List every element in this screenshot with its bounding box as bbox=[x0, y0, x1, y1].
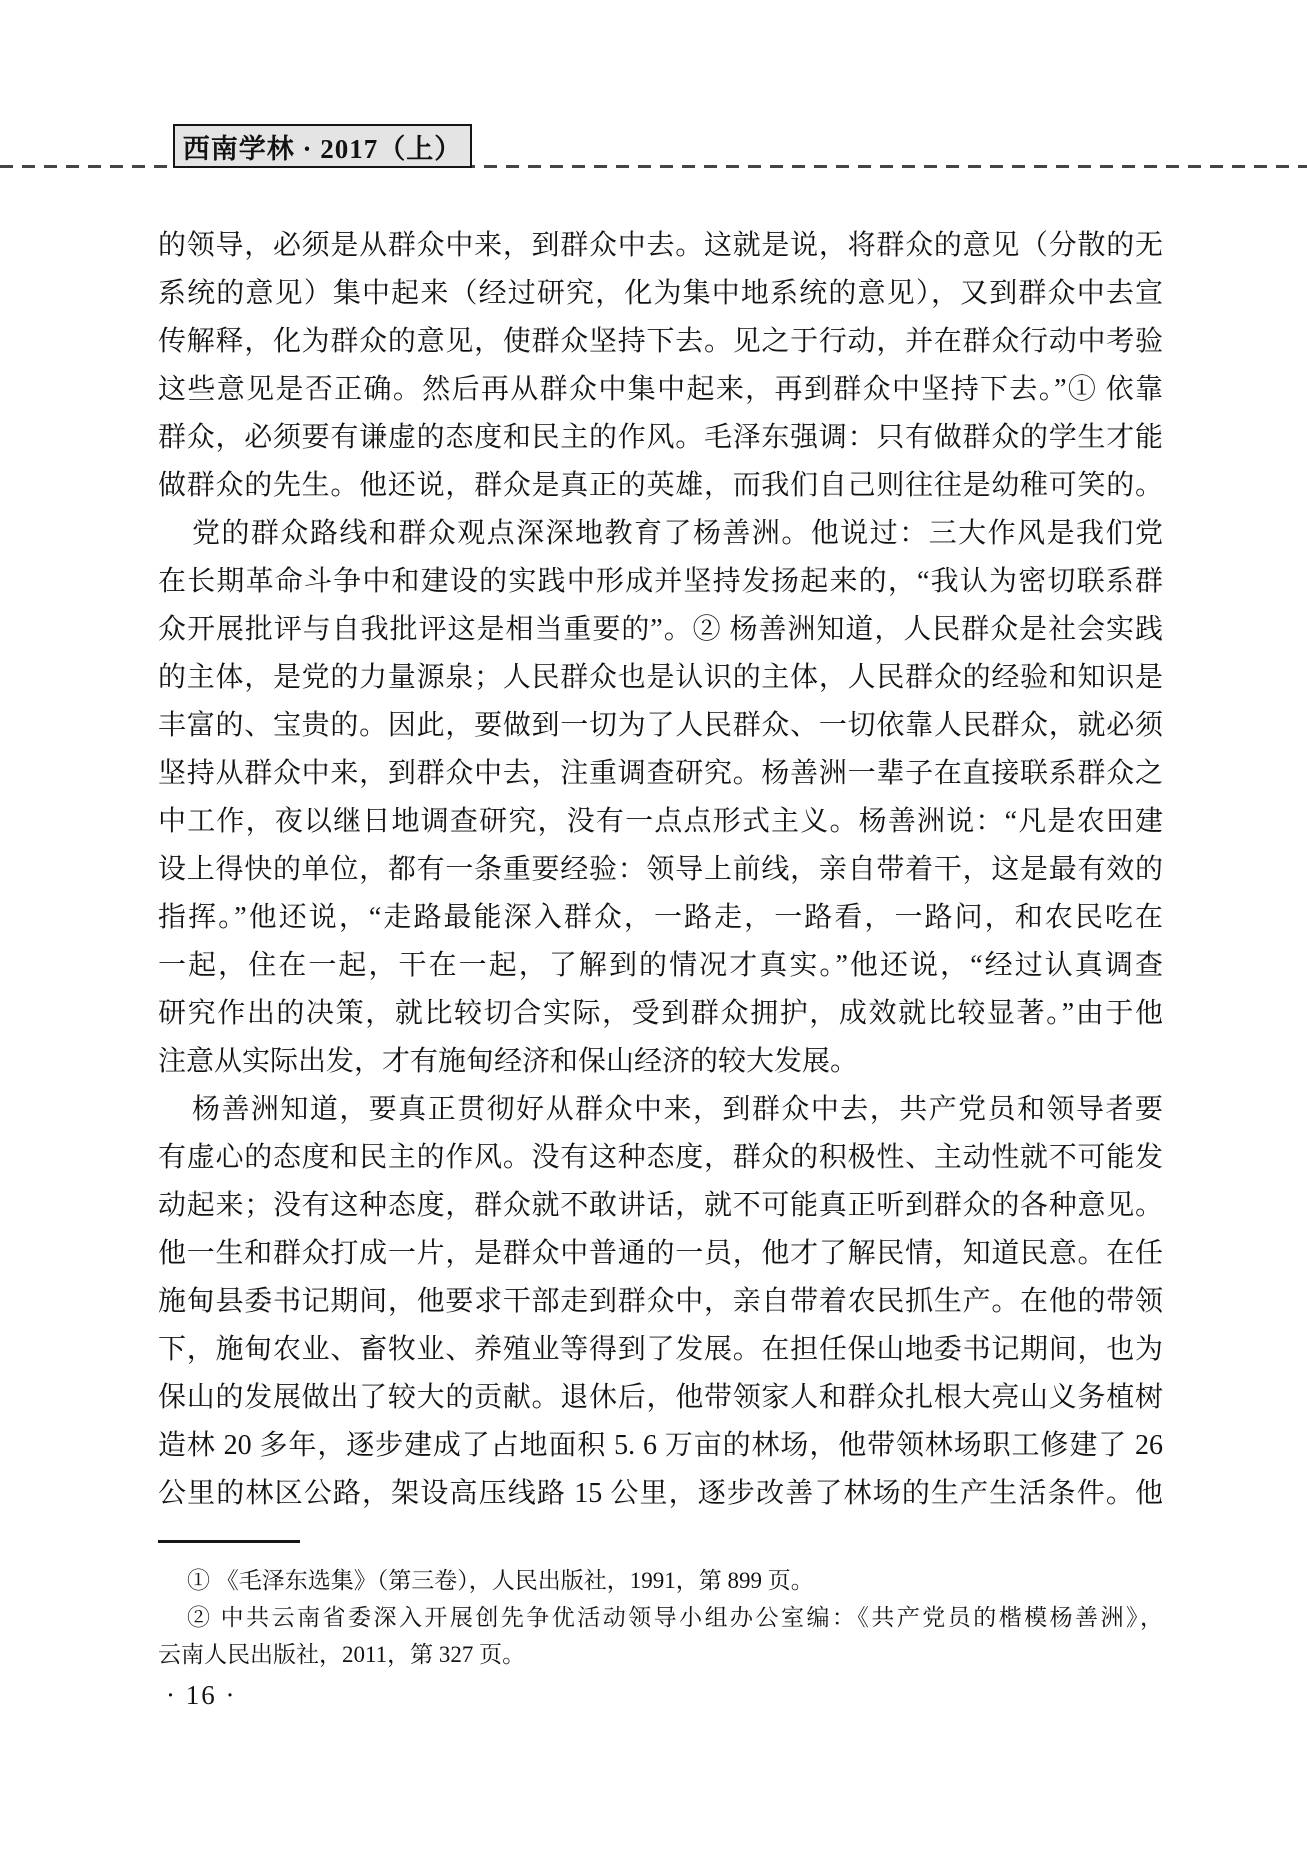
text-line: 下，施甸农业、畜牧业、养殖业等得到了发展。在担任保山地委书记期间，也为 bbox=[158, 1334, 1163, 1365]
text-line: 指挥。”他还说，“走路最能深入群众，一路走，一路看，一路问，和农民吃在 bbox=[158, 902, 1163, 933]
text-line: 他一生和群众打成一片，是群众中普通的一员，他才了解民情，知道民意。在任 bbox=[158, 1238, 1163, 1269]
text-line: 传解释，化为群众的意见，使群众坚持下去。见之于行动，并在群众行动中考验 bbox=[158, 326, 1163, 357]
text-line: 一起，住在一起，干在一起，了解到的情况才真实。”他还说，“经过认真调查 bbox=[158, 950, 1163, 981]
text-line: 动起来；没有这种态度，群众就不敢讲话，就不可能真正听到群众的各种意见。 bbox=[158, 1190, 1163, 1221]
text-line: 施甸县委书记期间，他要求干部走到群众中，亲自带着农民抓生产。在他的带领 bbox=[158, 1286, 1163, 1317]
page-number: · 16 · bbox=[166, 1680, 237, 1710]
text-line: 在长期革命斗争中和建设的实践中形成并坚持发扬起来的，“我认为密切联系群 bbox=[158, 566, 1163, 597]
text-line: 注意从实际出发，才有施甸经济和保山经济的较大发展。 bbox=[158, 1046, 859, 1077]
text-line: 云南人民出版社，2011，第 327 页。 bbox=[158, 1642, 526, 1667]
text-line: 群众，必须要有谦虚的态度和民主的作风。毛泽东强调：只有做群众的学生才能 bbox=[158, 422, 1163, 453]
text-line: ① 《毛泽东选集》（第三卷），人民出版社，1991，第 899 页。 bbox=[187, 1568, 814, 1593]
footnotes bbox=[158, 1562, 1163, 1673]
text-line: 做群众的先生。他还说，群众是真正的英雄，而我们自己则往往是幼稚可笑的。 bbox=[158, 470, 1163, 501]
text-line: 坚持从群众中来，到群众中去，注重调查研究。杨善洲一辈子在直接联系群众之 bbox=[158, 758, 1163, 789]
text-line: 公里的林区公路，架设高压线路 15 公里，逐步改善了林场的生产生活条件。他 bbox=[158, 1478, 1163, 1509]
text-line: 这些意见是否正确。然后再从群众中集中起来，再到群众中坚持下去。”① 依靠 bbox=[158, 374, 1163, 405]
text-line: 丰富的、宝贵的。因此，要做到一切为了人民群众、一切依靠人民群众，就必须 bbox=[158, 710, 1163, 741]
text-line: 造林 20 多年，逐步建成了占地面积 5. 6 万亩的林场，他带领林场职工修建了 26 bbox=[158, 1430, 1163, 1461]
text-line: 研究作出的决策，就比较切合实际，受到群众拥护，成效就比较显著。”由于他 bbox=[158, 998, 1163, 1029]
text-line: 的领导，必须是从群众中来，到群众中去。这就是说，将群众的意见（分散的无 bbox=[158, 230, 1163, 261]
text-line: 中工作，夜以继日地调查研究，没有一点点形式主义。杨善洲说：“凡是农田建 bbox=[158, 806, 1163, 837]
footnote-separator-rule bbox=[158, 1540, 300, 1543]
body-text bbox=[158, 222, 1163, 1518]
text-line: 设上得快的单位，都有一条重要经验：领导上前线，亲自带着干，这是最有效的 bbox=[158, 854, 1163, 885]
text-line: 党的群众路线和群众观点深深地教育了杨善洲。他说过：三大作风是我们党 bbox=[192, 518, 1163, 549]
text-line: 有虚心的态度和民主的作风。没有这种态度，群众的积极性、主动性就不可能发 bbox=[158, 1142, 1163, 1173]
text-line: 保山的发展做出了较大的贡献。退休后，他带领家人和群众扎根大亮山义务植树 bbox=[158, 1382, 1163, 1413]
text-line: 杨善洲知道，要真正贯彻好从群众中来，到群众中去，共产党员和领导者要 bbox=[192, 1094, 1163, 1125]
text-line: 系统的意见）集中起来（经过研究，化为集中地系统的意见），又到群众中去宣 bbox=[158, 278, 1163, 309]
journal-title: 西南学林 · 2017（上） bbox=[182, 133, 463, 164]
text-line: 众开展批评与自我批评这是相当重要的”。② 杨善洲知道，人民群众是社会实践 bbox=[158, 614, 1163, 645]
text-line: 的主体，是党的力量源泉；人民群众也是认识的主体，人民群众的经验和知识是 bbox=[158, 662, 1163, 693]
running-header-box bbox=[173, 124, 472, 168]
text-line: ② 中共云南省委深入开展创先争优活动领导小组办公室编：《共产党员的楷模杨善洲》， bbox=[187, 1605, 1163, 1630]
